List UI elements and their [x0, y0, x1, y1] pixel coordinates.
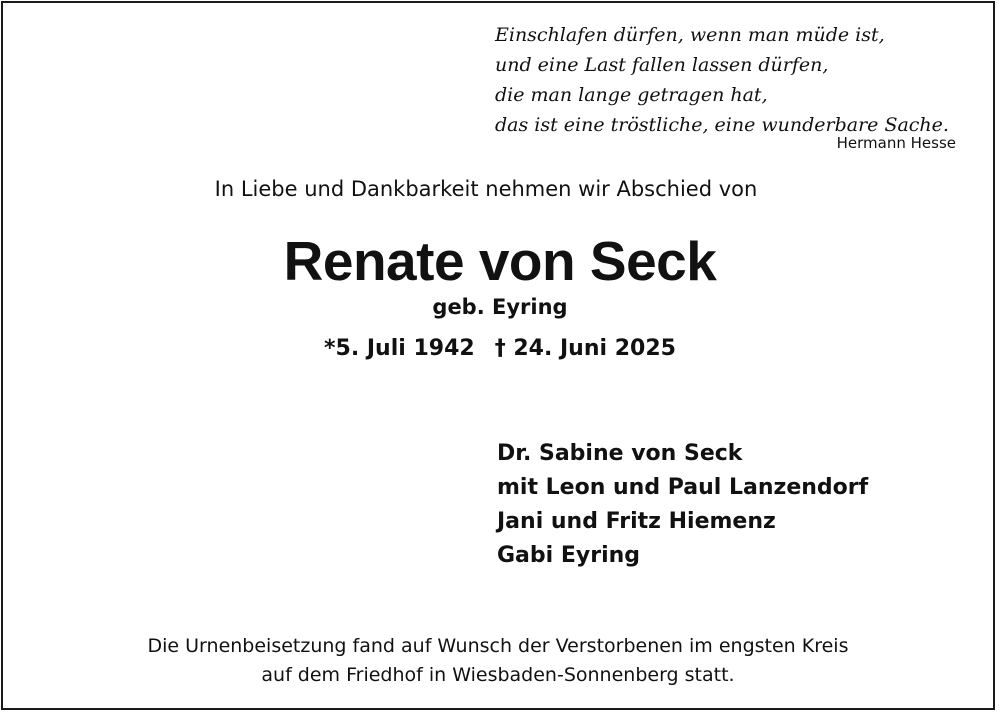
mourner-item: Dr. Sabine von Seck [497, 441, 743, 466]
maiden-name: geb. Eyring [432, 295, 568, 319]
notice-line: Die Urnenbeisetzung fand auf Wunsch der Verstorbenen im engsten Kreis [147, 635, 849, 657]
poem-line: das ist eine tröstliche, eine wunderbare Sache. [495, 114, 949, 136]
poem-line: die man lange getragen hat, [495, 84, 768, 106]
poem-author: Hermann Hesse [836, 134, 956, 152]
poem-line: und eine Last fallen lassen dürfen, [495, 54, 829, 76]
poem-quote [495, 20, 965, 140]
mourner-item: mit Leon und Paul Lanzendorf [497, 475, 869, 500]
death-date: † 24. Juni 2025 [494, 336, 676, 361]
burial-notice [0, 632, 996, 690]
life-dates [0, 336, 1000, 361]
mourner-item: Gabi Eyring [497, 543, 641, 568]
mourner-item: Jani und Fritz Hiemenz [497, 509, 776, 534]
notice-line: auf dem Friedhof in Wiesbaden-Sonnenberg statt. [261, 664, 735, 686]
birth-date: *5. Juli 1942 [324, 336, 475, 361]
mourners-list [497, 437, 977, 573]
deceased-name: Renate von Seck [283, 230, 717, 292]
poem-line: Einschlafen dürfen, wenn man müde ist, [495, 24, 885, 46]
intro-text: In Liebe und Dankbarkeit nehmen wir Abschied von [214, 177, 758, 201]
